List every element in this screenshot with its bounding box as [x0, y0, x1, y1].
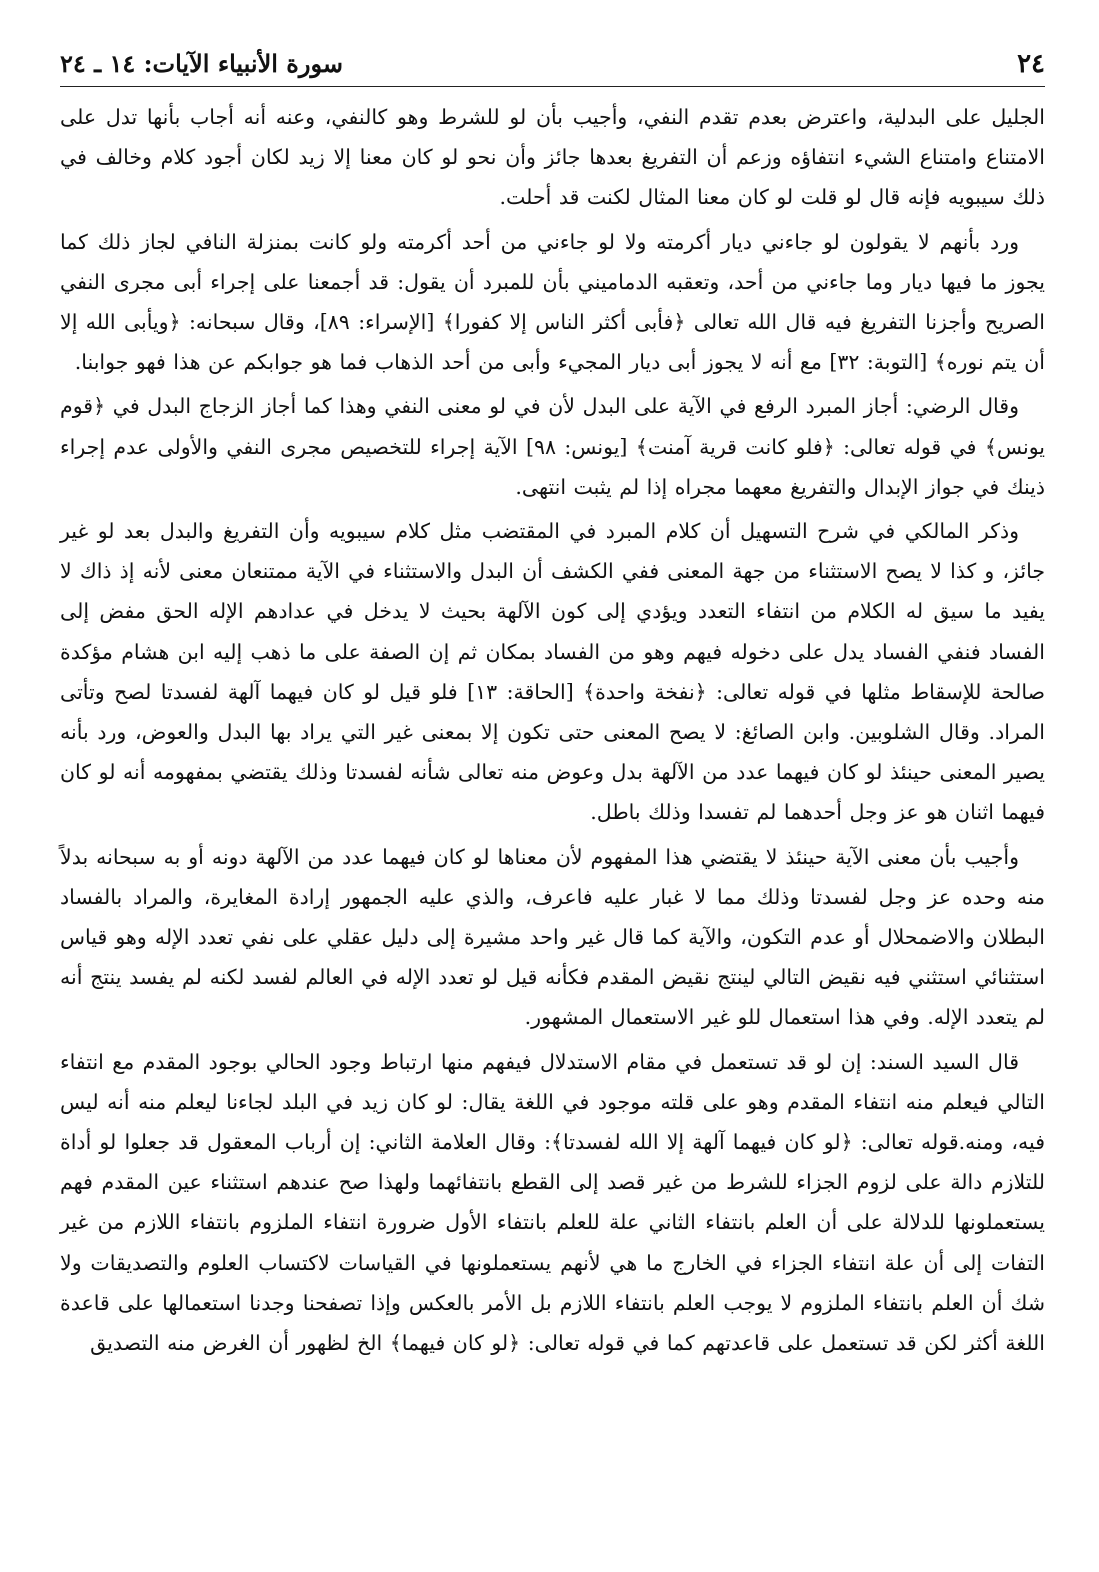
header-title: سورة الأنبياء الآيات: ١٤ ـ ٢٤	[60, 49, 343, 78]
paragraph: وقال الرضي: أجاز المبرد الرفع في الآية على البدل لأن في لو معنى النفي وهذا كما أجاز الزجاج البدل في ﴿قوم يونس﴾ في قوله تعالى: ﴿فلو كانت قرية آمنت﴾ [يونس: ٩٨] الآية إجراء للتخصيص مجرى النفي والأولى عدم إجراء ذينك في جواز الإبدال والتفريغ معهما مجراه إذا لم يثبت انتهى.	[60, 394, 1045, 499]
page	[60, 44, 1045, 1367]
paragraph: ورد بأنهم لا يقولون لو جاءني ديار أكرمته ولا لو جاءني من أحد أكرمته ولو كانت بمنزلة النافي لجاز ذلك كما يجوز ما فيها ديار وما جاءني من أحد، وتعقبه الدماميني بأن للمبرد أن يقول: قد أجمعنا على إجراء أبى مجرى النفي الصريح وأجزنا التفريغ فيه قال الله تعالى ﴿فأبى أكثر الناس إلا كفورا﴾ [الإسراء: ٨٩]، وقال سبحانه: ﴿ويأبى الله إلا أن يتم نوره﴾ [التوبة: ٣٢] مع أنه لا يجوز أبى ديار المجيء وأبى من أحد الذهاب فما هو جوابكم عن هذا فهو جوابنا.	[60, 229, 1045, 375]
paragraph: الجليل على البدلية، واعترض بعدم تقدم النفي، وأجيب بأن لو للشرط وهو كالنفي، وعنه أنه أجاب بأنها تدل على الامتناع وامتناع الشيء انتفاؤه وزعم أن التفريغ بعدها جائز وأن نحو لو كان معنا إلا زيد لكان أجود كلام وخالف في ذلك سيبويه فإنه قال لو قلت لو كان معنا المثال لكنت قد أحلت.	[60, 105, 1045, 210]
paragraph: وأجيب بأن معنى الآية حينئذ لا يقتضي هذا المفهوم لأن معناها لو كان فيهما عدد من الآلهة دونه أو به سبحانه بدلاً منه وحده عز وجل لفسدتا وذلك مما لا غبار عليه فاعرف، والذي عليه الجمهور إرادة المغايرة، والمراد بالفساد البطلان والاضمحلال أو عدم التكون، والآية كما قال غير واحد مشيرة إلى دليل عقلي على نفي تعدد الإله وهو قياس استثنائي استثني فيه نقيض التالي لينتج نقيض المقدم فكأنه قيل لو تعدد الإله في العالم لفسد لكنه لم يفسد ينتج أنه لم يتعدد الإله. وفي هذا استعمال للو غير الاستعمال المشهور.	[60, 844, 1045, 1030]
paragraph: وذكر المالكي في شرح التسهيل أن كلام المبرد في المقتضب مثل كلام سيبويه وأن التفريغ والبدل بعد لو غير جائز، و كذا لا يصح الاستثناء من جهة المعنى ففي الكشف أن البدل والاستثناء في الآية ممتنعان معنى لأنه إذ ذاك لا يفيد ما سيق له الكلام من انتفاء التعدد ويؤدي إلى كون الآلهة بحيث لا يدخل في عدادهم الإله الحق مفض إلى الفساد فنفي الفساد يدل على دخوله فيهم وهو من الفساد بمكان ثم إن الصفة على ما ذهب إليه ابن هشام مؤكدة صالحة للإسقاط مثلها في قوله تعالى: ﴿نفخة واحدة﴾ [الحاقة: ١٣] فلو قيل لو كان فيهما آلهة لفسدتا لصح وتأتى المراد. وقال الشلوبين. وابن الصائغ: لا يصح المعنى حتى تكون إلا بمعنى غير التي يراد بها البدل والعوض، ورد بأنه يصير المعنى حينئذ لو كان فيهما عدد من الآلهة بدل وعوض منه تعالى شأنه لفسدتا وذلك يقتضي بمفهومه أنه لو كان فيهما اثنان هو عز وجل أحدهما لم تفسدا وذلك باطل.	[60, 519, 1045, 825]
running-header	[60, 44, 1045, 87]
paragraph: قال السيد السند: إن لو قد تستعمل في مقام الاستدلال فيفهم منها ارتباط وجود الحالي بوجود المقدم مع انتفاء التالي فيعلم منه انتفاء المقدم وهو على قلته موجود في اللغة يقال: لو كان زيد في البلد لجاءنا ليعلم منه أنه ليس فيه، ومنه.قوله تعالى: ﴿لو كان فيهما آلهة إلا الله لفسدتا﴾: وقال العلامة الثاني: إن أرباب المعقول قد جعلوا لو أداة للتلازم دالة على لزوم الجزاء للشرط من غير قصد إلى القطع بانتفائهما ولهذا صح عندهم استثناء عين المقدم فهم يستعملونها للدلالة على أن العلم بانتفاء الثاني علة للعلم بانتفاء الأول ضرورة انتفاء الملزوم بانتفاء اللازم من غير التفات إلى أن علة انتفاء الجزاء في الخارج ما هي لأنهم يستعملونها في القياسات لاكتساب العلوم والتصديقات ولا شك أن العلم بانتفاء الملزوم لا يوجب العلم بانتفاء اللازم بل الأمر بالعكس وإذا تصفحنا وجدنا استعمالها على قاعدة اللغة أكثر لكن قد تستعمل على قاعدتهم كما في قوله تعالى: ﴿لو كان فيهما﴾ الخ لظهور أن الغرض منه التصديق	[60, 1049, 1045, 1356]
body-text	[60, 97, 1045, 1363]
page-number: ٢٤	[1017, 49, 1045, 79]
